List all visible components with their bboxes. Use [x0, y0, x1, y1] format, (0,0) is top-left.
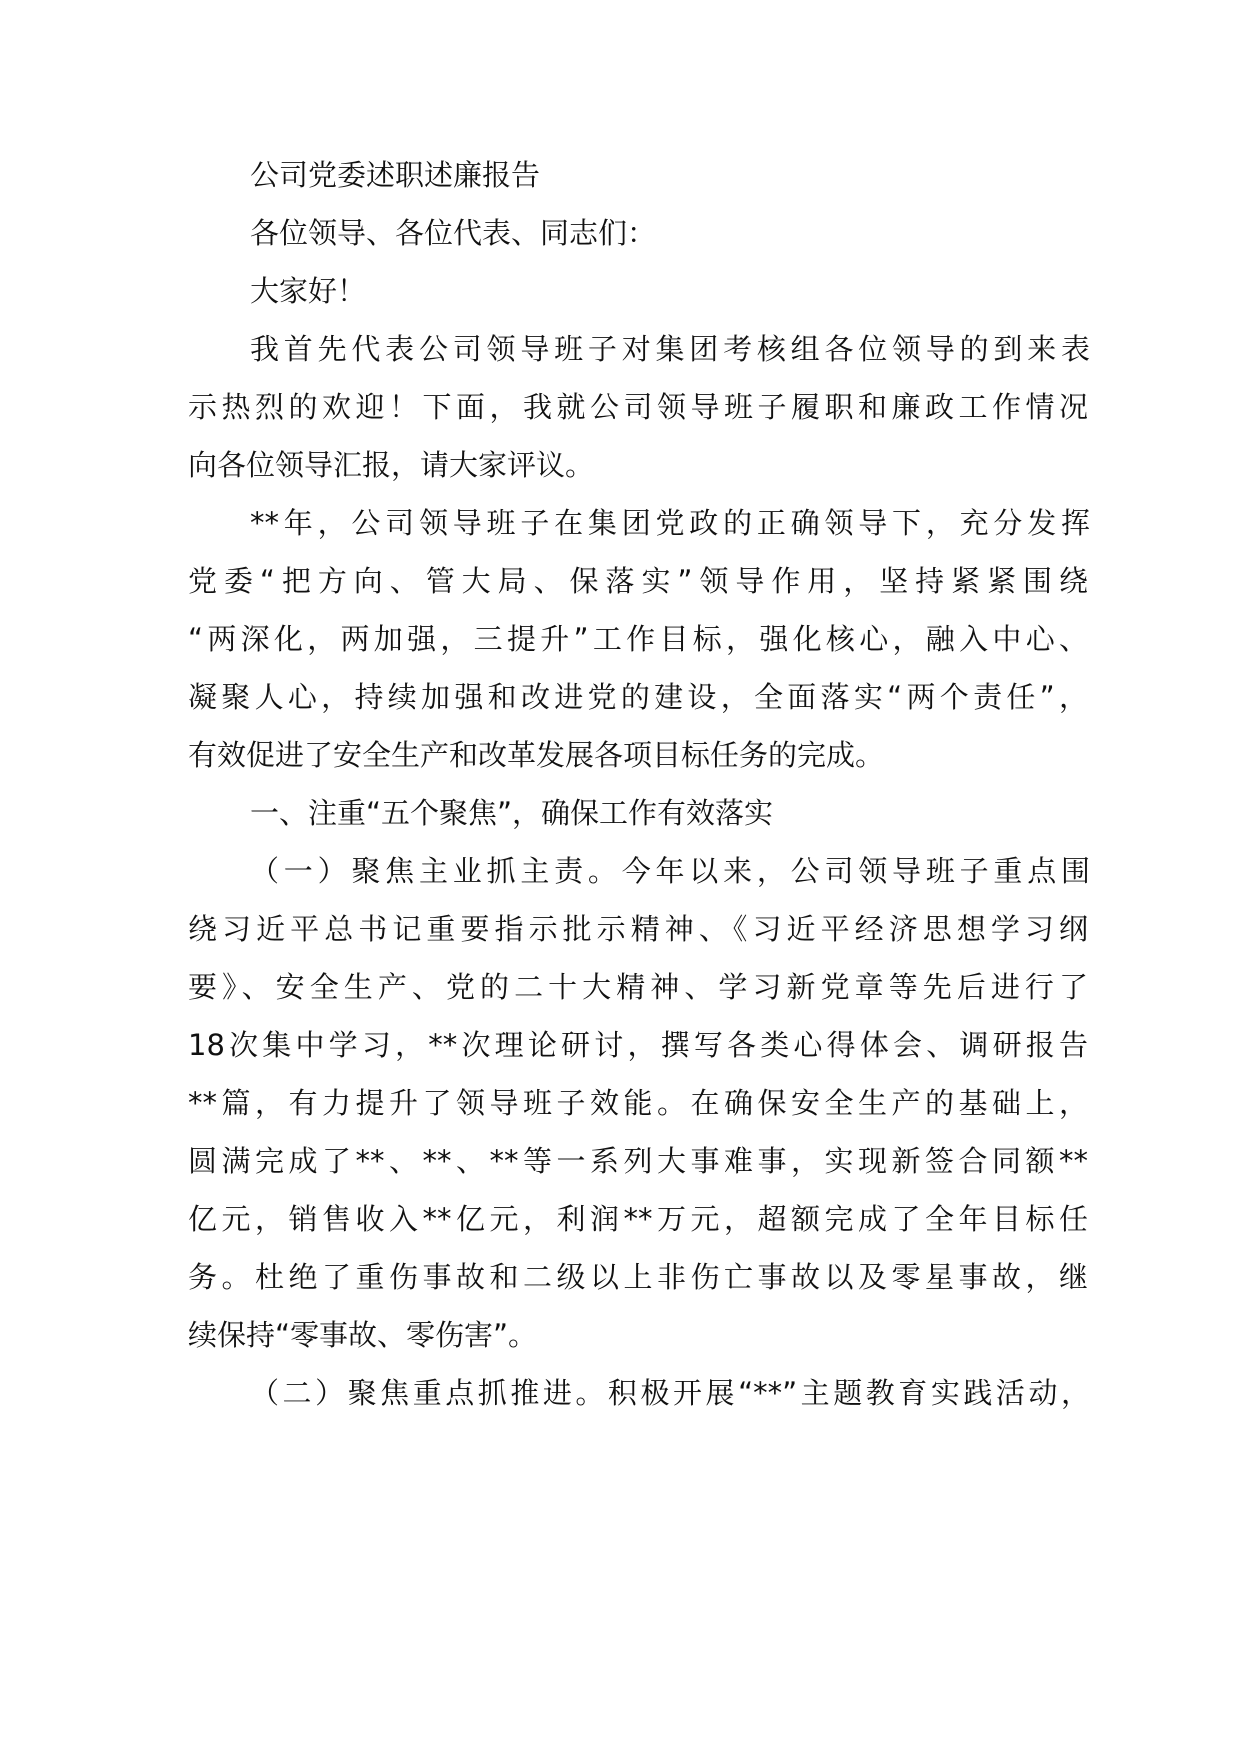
document-title: 公司党委述职述廉报告 [250, 158, 541, 192]
paragraph-line: “两深化，两加强，三提升”工作目标，强化核心，融入中心、 [188, 622, 1088, 656]
paragraph-line: 18次集中学习，**次理论研讨，撰写各类心得体会、调研报告 [188, 1028, 1088, 1062]
paragraph-line: 要》、安全生产、党的二十大精神、学习新党章等先后进行了 [188, 970, 1088, 1004]
paragraph-line: 圆满完成了**、**、**等一系列大事难事，实现新签合同额** [188, 1144, 1088, 1178]
paragraph-line: 示热烈的欢迎！下面，我就公司领导班子履职和廉政工作情况 [188, 390, 1088, 424]
paragraph-line: 党委“把方向、管大局、保落实”领导作用，坚持紧紧围绕 [188, 564, 1088, 598]
paragraph-line: （一）聚焦主业抓主责。今年以来，公司领导班子重点围 [250, 854, 1090, 888]
paragraph-line: 我首先代表公司领导班子对集团考核组各位领导的到来表 [250, 332, 1090, 366]
paragraph-line: **篇，有力提升了领导班子效能。在确保安全生产的基础上， [188, 1086, 1088, 1120]
paragraph-line: **年，公司领导班子在集团党政的正确领导下，充分发挥 [250, 506, 1090, 540]
paragraph-line: 亿元，销售收入**亿元，利润**万元，超额完成了全年目标任 [188, 1202, 1088, 1236]
paragraph-line: 凝聚人心，持续加强和改进党的建设，全面落实“两个责任”， [188, 680, 1088, 714]
paragraph-line: 续保持“零事故、零伤害”。 [188, 1318, 538, 1352]
paragraph-line: 务。杜绝了重伤事故和二级以上非伤亡事故以及零星事故，继 [188, 1260, 1088, 1294]
paragraph-line: （二）聚焦重点抓推进。积极开展“**”主题教育实践活动， [250, 1376, 1090, 1410]
paragraph-line: 向各位领导汇报，请大家评议。 [188, 448, 595, 482]
paragraph-line: 有效促进了安全生产和改革发展各项目标任务的完成。 [188, 738, 885, 772]
paragraph-line: 绕习近平总书记重要指示批示精神、《习近平经济思想学习纲 [188, 912, 1088, 946]
greeting: 大家好！ [250, 274, 367, 308]
section-heading: 一、注重“五个聚焦”，确保工作有效落实 [250, 796, 774, 830]
salutation: 各位领导、各位代表、同志们： [250, 216, 657, 250]
